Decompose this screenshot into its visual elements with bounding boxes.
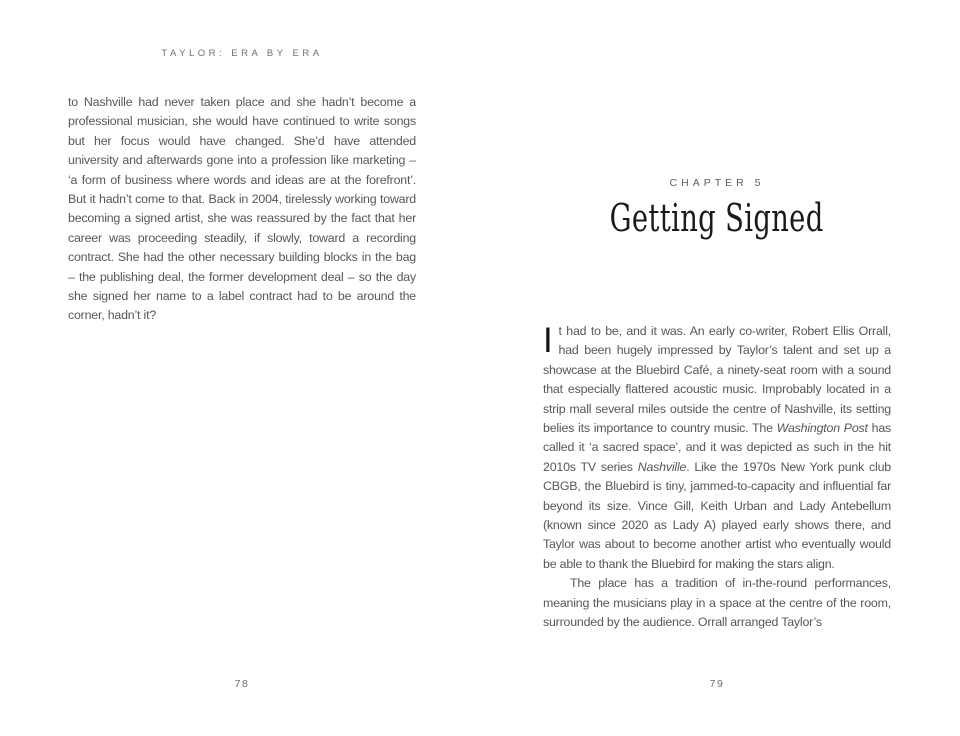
chapter-title [543, 197, 891, 241]
chapter-title-text: Getting Signed [610, 196, 824, 240]
page-number-right: 79 [709, 678, 725, 690]
right-page-body [543, 322, 891, 633]
right-page [480, 0, 960, 736]
running-head: TAYLOR: ERA BY ERA [161, 48, 323, 59]
first-paragraph [543, 322, 891, 574]
first-paragraph-text: t had to be, and it was. An early co-writer, Robert Ellis Orrall, had been hugely impressed by Taylor’s talent and set up a showcase at the Bluebird Café, a ninety-seat room with a sound that especially flattered acoustic music. Improbably located in a strip mall several miles outside the centre of Nashville, its setting belies its importance to country music. The Washington Post has called it ‘a sacred space’, and it was depicted as such in the hit 2010s TV series Nashville. Like the 1970s New York punk club CBGB, the Bluebird is tiny, jammed-to-capacity and influential far beyond its size. Vince Gill, Keith Urban and Lady Antebellum (known since 2020 as Lady A) played early shows there, and Taylor was about to become another artist who eventually would be able to thank the Bluebird for making the stars align. [543, 324, 892, 571]
left-page-paragraph: to Nashville had never taken place and she hadn’t become a professional musician, she would have continued to write songs but her focus would have changed. She’d have attended university and afterwards gone into a profession like marketing – ‘a form of business where words and ideas are at the forefront’. But it hadn’t come to that. Back in 2004, tirelessly working toward becoming a signed artist, she was reassured by the fact that her career was proceeding steadily, if slowly, toward a recording contract. She had the other necessary building blocks in the bag – the publishing deal, the former development deal – so the day she signed her name to a label contract had to be around the corner, hadn’t it? [68, 95, 416, 323]
chapter-label: CHAPTER 5 [669, 177, 765, 189]
page-number-left: 78 [234, 678, 250, 690]
second-paragraph: The place has a tradition of in-the-round performances, meaning the musicians play in a space at the centre of the room, surrounded by the audience. Orrall arranged Taylor’s [543, 576, 891, 630]
drop-cap: I [543, 321, 553, 360]
left-page-body [68, 93, 416, 326]
